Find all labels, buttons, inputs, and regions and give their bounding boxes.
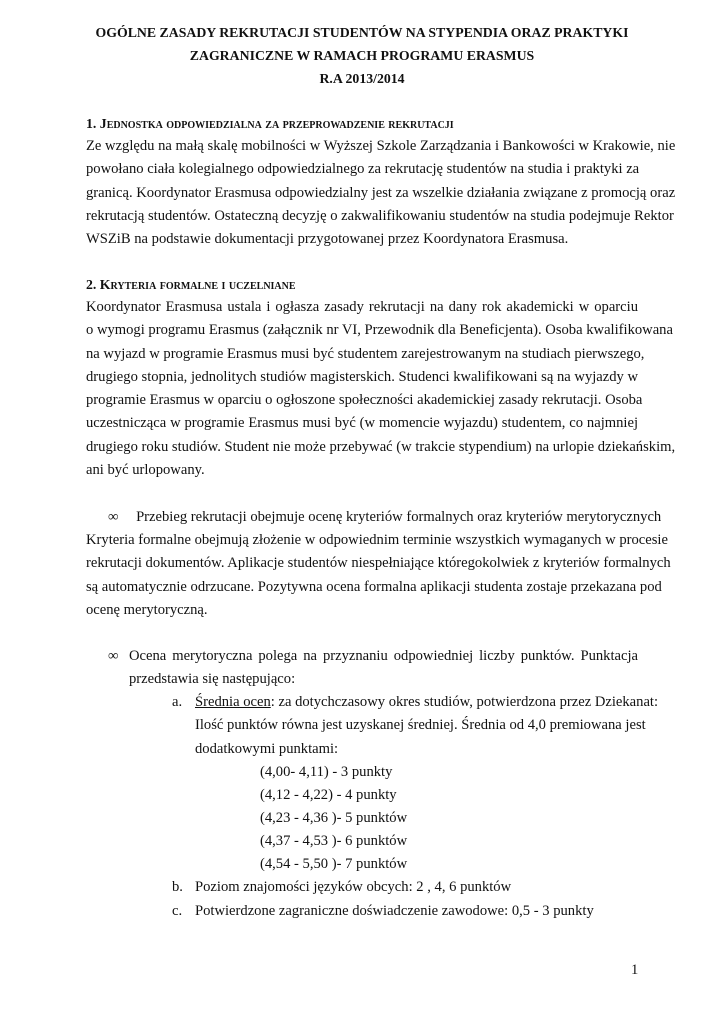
grade-range: (4,37 - 4,53 )- 6 punktów: [260, 833, 408, 849]
list-item-text: Poziom znajomości języków obcych: 2 , 4, 6 punktów: [195, 879, 512, 895]
list-item-text: [195, 691, 659, 761]
list-item-line: [195, 691, 659, 714]
paragraph-line: drugiego stopnia, jednolitych studiów magisterskich. Studenci kwalifikowani są na wyjazdy w: [86, 368, 639, 385]
paragraph-line: są automatycznie odrzucane. Pozytywna ocena formalna aplikacji studenta zostaje przekazana pod: [86, 578, 662, 595]
bullet-symbol: ∞: [108, 509, 119, 525]
paragraph-line: na wyjazd w programie Erasmus musi być studentem zarejestrowanym na studiach pierwszego,: [86, 345, 645, 362]
paragraph-line: Ocena merytoryczna polega na przyznaniu odpowiedniej liczby punktów. Punktacja: [129, 648, 638, 664]
paragraph-line: rekrutacji dokumentów. Aplikacje studentów niespełniające któregokolwiek z kryteriów formalnych: [86, 555, 671, 572]
paragraph-line: Ze względu na małą skalę mobilności w Wyższej Szkole Zarządzania i Bankowości w Krakowie, nie: [86, 138, 676, 154]
list-item-line: dodatkowymi punktami:: [195, 740, 339, 757]
paragraph-line: przedstawia się następująco:: [129, 671, 296, 688]
paragraph-line: Koordynator Erasmusa ustala i ogłasza zasady rekrutacji na dany rok akademicki w oparciu: [86, 299, 638, 315]
section-2-paragraph: [86, 296, 676, 482]
section-2: [86, 273, 676, 482]
bullet-1-line: [108, 506, 661, 529]
section-2-heading-text: Kryteria formalne i uczelniane: [99, 277, 296, 292]
paragraph-line: ocenę merytoryczną.: [86, 601, 208, 618]
bullet-2-paragraph: [129, 645, 638, 692]
grade-range: (4,54 - 5,50 )- 7 punktów: [260, 856, 408, 872]
paragraph-line: drugiego roku studiów. Student nie może przebywać (w trakcie stypendium) na urlopie dziekańskim,: [86, 438, 676, 455]
paragraph-line: granicą. Koordynator Erasmusa odpowiedzialny jest za wszelkie działania związane z promocją oraz: [86, 184, 676, 201]
bullet-1-text: Przebieg rekrutacji obejmuje ocenę kryteriów formalnych oraz kryteriów merytorycznych: [136, 509, 662, 525]
list-label: a.: [172, 694, 183, 710]
grade-range: (4,23 - 4,36 )- 5 punktów: [260, 810, 408, 826]
paragraph-line: programie Erasmus w oparciu o ogłoszone społeczności akademickiej zasady rekrutacji. Osoba: [86, 392, 643, 409]
average-grade-label: Średnia ocen: [195, 694, 271, 710]
list-item-line: Ilość punktów równa jest uzyskanej średniej. Średnia od 4,0 premiowana jest: [195, 717, 646, 734]
paragraph-line: o wymogi programu Erasmus (załącznik nr VI, Przewodnik dla Beneficjenta). Osoba kwalifikowana: [86, 322, 673, 339]
bullet-symbol: ∞: [108, 648, 119, 664]
document-title: [86, 21, 638, 90]
paragraph-line: WSZiB na podstawie dokumentacji przygotowanej przez Koordynatora Erasmusa.: [86, 231, 569, 248]
list-label: c.: [172, 903, 183, 919]
section-2-heading: [86, 273, 638, 296]
section-2-number: 2.: [86, 277, 100, 292]
list-item-text: Potwierdzone zagraniczne doświadczenie zawodowe: 0,5 - 3 punkty: [195, 903, 594, 919]
title-line-3: R.A 2013/2014: [319, 71, 405, 86]
title-line-1: OGÓLNE ZASADY REKRUTACJI STUDENTÓW NA STYPENDIA ORAZ PRAKTYKI: [95, 25, 629, 40]
page-number: 1: [631, 962, 639, 978]
grade-range: (4,00- 4,11) - 3 punkty: [260, 764, 393, 780]
paragraph-line: ani być urlopowany.: [86, 462, 205, 479]
average-grade-desc: : za dotychczasowy okres studiów, potwierdzona przez Dziekanat:: [270, 694, 659, 710]
bullet-2-symbol-line: [108, 645, 118, 668]
section-1-heading: [86, 112, 638, 135]
section-1-paragraph: [86, 135, 676, 251]
bullet-1-paragraph: [86, 529, 671, 622]
section-1-heading-text: Jednostka odpowiedzialna za przeprowadzenie rekrutacji: [99, 116, 454, 131]
section-1: [86, 112, 676, 251]
grade-range: (4,12 - 4,22) - 4 punkty: [260, 787, 397, 803]
paragraph-line: rekrutacją studentów. Ostateczną decyzję o zakwalifikowaniu studentów na studia podejmuje Rektor: [86, 207, 674, 224]
section-1-number: 1.: [86, 116, 100, 131]
paragraph-line: uczestnicząca w programie Erasmus musi być (w momencie wyjazdu) studentem, co najmniej: [86, 415, 638, 432]
list-label: b.: [172, 879, 183, 895]
paragraph-line: Kryteria formalne obejmują złożenie w odpowiednim terminie wszystkich wymaganych w procesie: [86, 532, 668, 548]
title-line-2: ZAGRANICZNE W RAMACH PROGRAMU ERASMUS: [189, 48, 535, 63]
paragraph-line: powołano ciała kolegialnego odpowiedzialnego za rekrutację studentów na studia i praktyki za: [86, 161, 640, 178]
